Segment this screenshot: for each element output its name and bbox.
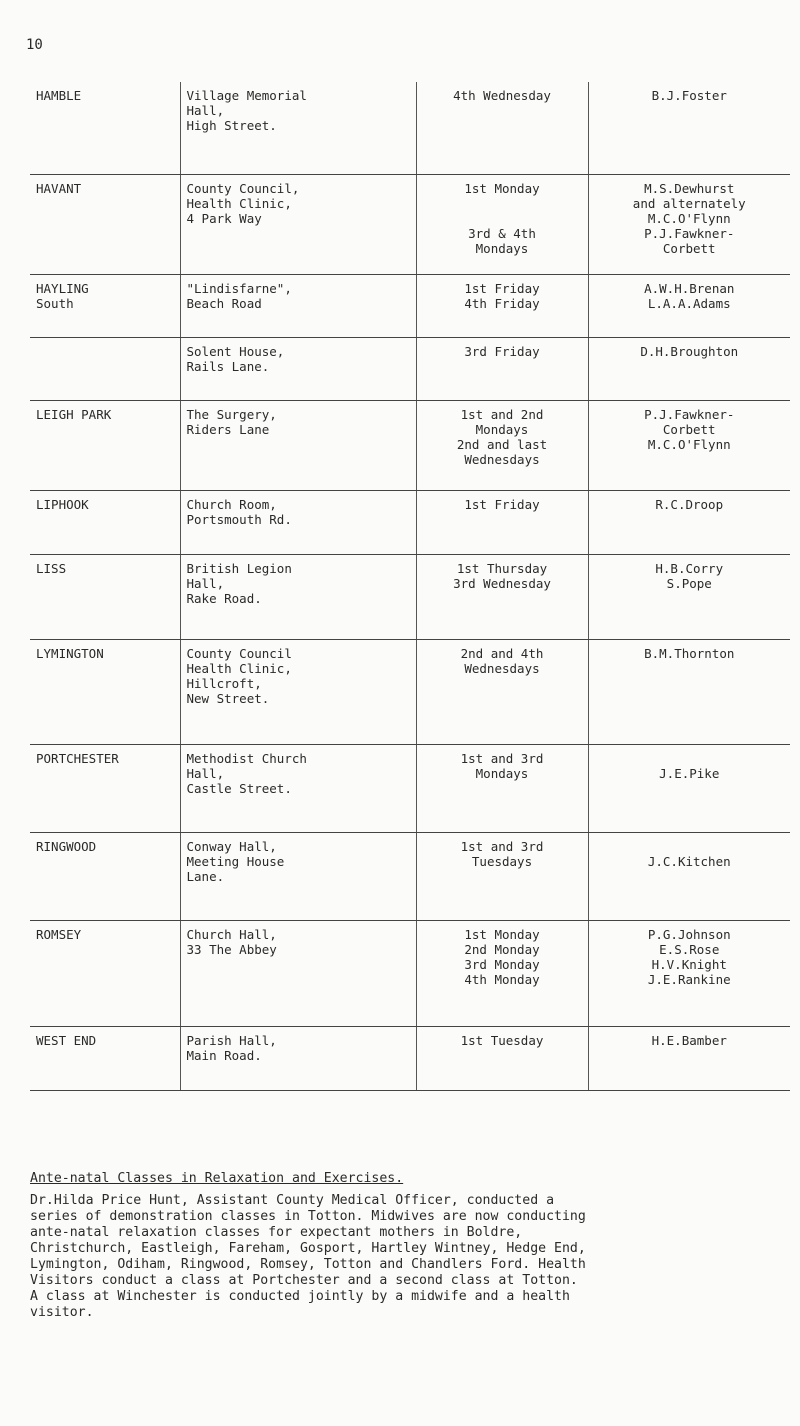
place-cell bbox=[30, 554, 180, 639]
cell-line: Castle Street. bbox=[186, 780, 292, 796]
cell-line: 1st and 3rd bbox=[460, 750, 544, 766]
cell-line: M.S.Dewhurst bbox=[644, 180, 735, 196]
cell-line: LEIGH PARK bbox=[36, 406, 112, 422]
day-cell bbox=[416, 400, 588, 490]
cell-line: Wednesdays bbox=[464, 660, 540, 676]
cell-line: B.J.Foster bbox=[651, 88, 727, 103]
cell-line: 4th Monday bbox=[464, 971, 540, 987]
venue-cell bbox=[180, 832, 416, 920]
cell-line: Mondays bbox=[475, 765, 529, 781]
cell-line: 3rd & 4th bbox=[468, 225, 536, 241]
place-cell bbox=[30, 82, 180, 174]
doctor-cell bbox=[588, 337, 790, 400]
cell-line: 1st Friday bbox=[464, 496, 540, 512]
table-row bbox=[30, 1026, 790, 1090]
cell-line: Mondays bbox=[475, 421, 529, 437]
cell-line: Hillcroft, bbox=[186, 675, 262, 691]
cell-line: Hall, bbox=[186, 765, 225, 781]
day-cell bbox=[416, 274, 588, 337]
cell-line: Hall, bbox=[186, 575, 225, 591]
venue-cell bbox=[180, 274, 416, 337]
day-cell bbox=[416, 174, 588, 274]
doctor-cell bbox=[588, 832, 790, 920]
table-row bbox=[30, 920, 790, 1026]
ante-natal-section bbox=[30, 1171, 790, 1321]
cell-line: and alternately bbox=[632, 195, 746, 211]
venue-cell bbox=[180, 639, 416, 744]
cell-line: Corbett bbox=[662, 240, 716, 256]
cell-line: Village Memorial bbox=[186, 88, 307, 103]
day-cell bbox=[416, 1026, 588, 1090]
cell-line: Tuesdays bbox=[471, 853, 533, 869]
table-row bbox=[30, 554, 790, 639]
table-row bbox=[30, 490, 790, 554]
cell-line: ROMSEY bbox=[36, 926, 82, 942]
cell-line: LISS bbox=[36, 560, 67, 576]
doctor-cell bbox=[588, 639, 790, 744]
cell-line: 4 Park Way bbox=[186, 210, 262, 226]
table-row bbox=[30, 82, 790, 174]
cell-line: Lane. bbox=[186, 868, 225, 884]
cell-line: Main Road. bbox=[186, 1047, 262, 1063]
cell-line: R.C.Droop bbox=[655, 496, 724, 512]
place-cell bbox=[30, 174, 180, 274]
cell-line: Mondays bbox=[475, 240, 529, 256]
table-row bbox=[30, 337, 790, 400]
day-cell bbox=[416, 82, 588, 174]
cell-line: 2nd and last bbox=[456, 436, 548, 452]
day-cell bbox=[416, 744, 588, 832]
place-cell bbox=[30, 274, 180, 337]
cell-line: County Council bbox=[186, 645, 292, 661]
cell-line: Meeting House bbox=[186, 853, 285, 869]
cell-line: HAMBLE bbox=[36, 88, 82, 103]
day-cell bbox=[416, 337, 588, 400]
cell-line: 3rd Wednesday bbox=[453, 575, 551, 591]
cell-line: 3rd Monday bbox=[464, 956, 540, 972]
cell-line: 1st Thursday bbox=[456, 560, 548, 576]
cell-line: RINGWOOD bbox=[36, 838, 97, 854]
cell-line: 2nd Monday bbox=[464, 941, 540, 957]
cell-line: The Surgery, bbox=[186, 406, 277, 422]
cell-line: Corbett bbox=[662, 421, 716, 437]
venue-cell bbox=[180, 490, 416, 554]
cell-line: LIPHOOK bbox=[36, 496, 89, 512]
cell-line: J.E.Rankine bbox=[647, 971, 731, 987]
venue-cell bbox=[180, 400, 416, 490]
cell-line: Conway Hall, bbox=[186, 838, 277, 854]
cell-line: S.Pope bbox=[666, 575, 712, 591]
day-cell bbox=[416, 832, 588, 920]
table-row bbox=[30, 400, 790, 490]
cell-line: HAVANT bbox=[36, 180, 82, 196]
place-cell bbox=[30, 400, 180, 490]
cell-line: HAYLING bbox=[36, 280, 89, 296]
cell-line: D.H.Broughton bbox=[640, 343, 739, 359]
cell-line: M.C.O'Flynn bbox=[647, 436, 731, 452]
cell-line: 1st and 3rd bbox=[460, 838, 544, 854]
cell-line: Riders Lane bbox=[186, 421, 270, 437]
cell-line: PORTCHESTER bbox=[36, 750, 119, 766]
day-cell bbox=[416, 490, 588, 554]
doctor-cell bbox=[588, 82, 790, 174]
venue-cell bbox=[180, 174, 416, 274]
doctor-cell bbox=[588, 920, 790, 1026]
clinic-schedule-body bbox=[30, 82, 790, 1090]
venue-cell bbox=[180, 337, 416, 400]
cell-line: L.A.A.Adams bbox=[647, 295, 731, 311]
cell-line: P.J.Fawkner- bbox=[644, 225, 735, 241]
cell-line: 3rd Friday bbox=[464, 343, 540, 359]
cell-line: 33 The Abbey bbox=[186, 941, 277, 957]
cell-line: "Lindisfarne", bbox=[186, 280, 292, 296]
section-paragraph: Dr.Hilda Price Hunt, Assistant County Medical Officer, conducted a series of demonstration classes in Totton. Midwives are now conducting ante-natal relaxation classes for expectant mothers in Boldre, Christchurch, Eastleigh, Fareham, Gosport, Hartley Wintney, Hedge End, Lymington, Odiham, Ringwood, Romsey, Totton and Chandlers Ford. Health Visitors conduct a class at Portchester and a second class at Totton. A class at Winchester is conducted jointly by a midwife and a health visitor. bbox=[30, 1193, 586, 1320]
day-cell bbox=[416, 639, 588, 744]
cell-line: 1st Friday bbox=[464, 280, 540, 296]
cell-line: Beach Road bbox=[186, 295, 262, 311]
cell-line: Health Clinic, bbox=[186, 660, 292, 676]
cell-line: Methodist Church bbox=[186, 750, 307, 766]
cell-line: LYMINGTON bbox=[36, 645, 104, 661]
doctor-cell bbox=[588, 554, 790, 639]
cell-line: A.W.H.Brenan bbox=[644, 280, 735, 296]
cell-line: Solent House, bbox=[186, 343, 285, 359]
cell-line: E.S.Rose bbox=[659, 941, 720, 957]
place-cell bbox=[30, 920, 180, 1026]
place-cell bbox=[30, 1026, 180, 1090]
venue-cell bbox=[180, 920, 416, 1026]
cell-line: South bbox=[36, 295, 74, 311]
venue-cell bbox=[180, 82, 416, 174]
cell-line: Health Clinic, bbox=[186, 195, 292, 211]
section-heading: Ante-natal Classes in Relaxation and Exercises. bbox=[30, 1171, 404, 1186]
cell-line: Church Room, bbox=[186, 496, 277, 512]
cell-line: New Street. bbox=[186, 690, 270, 706]
cell-line: 1st Monday bbox=[464, 926, 540, 942]
cell-line: Parish Hall, bbox=[186, 1032, 277, 1048]
venue-cell bbox=[180, 744, 416, 832]
day-cell bbox=[416, 554, 588, 639]
venue-cell bbox=[180, 1026, 416, 1090]
cell-line: High Street. bbox=[186, 118, 277, 133]
place-cell bbox=[30, 639, 180, 744]
doctor-cell bbox=[588, 1026, 790, 1090]
doctor-cell bbox=[588, 490, 790, 554]
clinic-schedule-table bbox=[30, 82, 790, 1091]
doctor-cell bbox=[588, 174, 790, 274]
cell-line: 2nd and 4th bbox=[460, 645, 544, 661]
cell-line: P.J.Fawkner- bbox=[644, 406, 735, 422]
cell-line: Rake Road. bbox=[186, 590, 262, 606]
table-row bbox=[30, 274, 790, 337]
cell-line: Church Hall, bbox=[186, 926, 277, 942]
cell-line: H.V.Knight bbox=[651, 956, 727, 972]
place-cell bbox=[30, 337, 180, 400]
doctor-cell bbox=[588, 274, 790, 337]
cell-line: Wednesdays bbox=[464, 451, 540, 467]
table-row bbox=[30, 174, 790, 274]
cell-line: J.E.Pike bbox=[659, 765, 720, 781]
cell-line: P.G.Johnson bbox=[647, 926, 731, 942]
place-cell bbox=[30, 744, 180, 832]
table-row bbox=[30, 639, 790, 744]
doctor-cell bbox=[588, 744, 790, 832]
place-cell bbox=[30, 832, 180, 920]
cell-line: Portsmouth Rd. bbox=[186, 511, 292, 527]
cell-line: J.C.Kitchen bbox=[647, 853, 731, 869]
cell-line: County Council, bbox=[186, 180, 300, 196]
table-row bbox=[30, 744, 790, 832]
cell-line: H.E.Bamber bbox=[651, 1032, 727, 1048]
cell-line: 4th Friday bbox=[464, 295, 540, 311]
cell-line: M.C.O'Flynn bbox=[647, 210, 731, 226]
table-row bbox=[30, 832, 790, 920]
place-cell bbox=[30, 490, 180, 554]
cell-line: 1st Monday bbox=[464, 180, 540, 196]
cell-line: British Legion bbox=[186, 560, 292, 576]
cell-line: WEST END bbox=[36, 1032, 97, 1048]
cell-line: 1st Tuesday bbox=[460, 1032, 544, 1048]
cell-line: 4th Wednesday bbox=[453, 88, 551, 103]
cell-line: Rails Lane. bbox=[186, 358, 270, 374]
venue-cell bbox=[180, 554, 416, 639]
cell-line: Hall, bbox=[186, 103, 225, 118]
day-cell bbox=[416, 920, 588, 1026]
cell-line: B.M.Thornton bbox=[644, 645, 735, 661]
cell-line: H.B.Corry bbox=[655, 560, 724, 576]
page-number: 10 bbox=[26, 37, 43, 53]
cell-line: 1st and 2nd bbox=[460, 406, 544, 422]
doctor-cell bbox=[588, 400, 790, 490]
